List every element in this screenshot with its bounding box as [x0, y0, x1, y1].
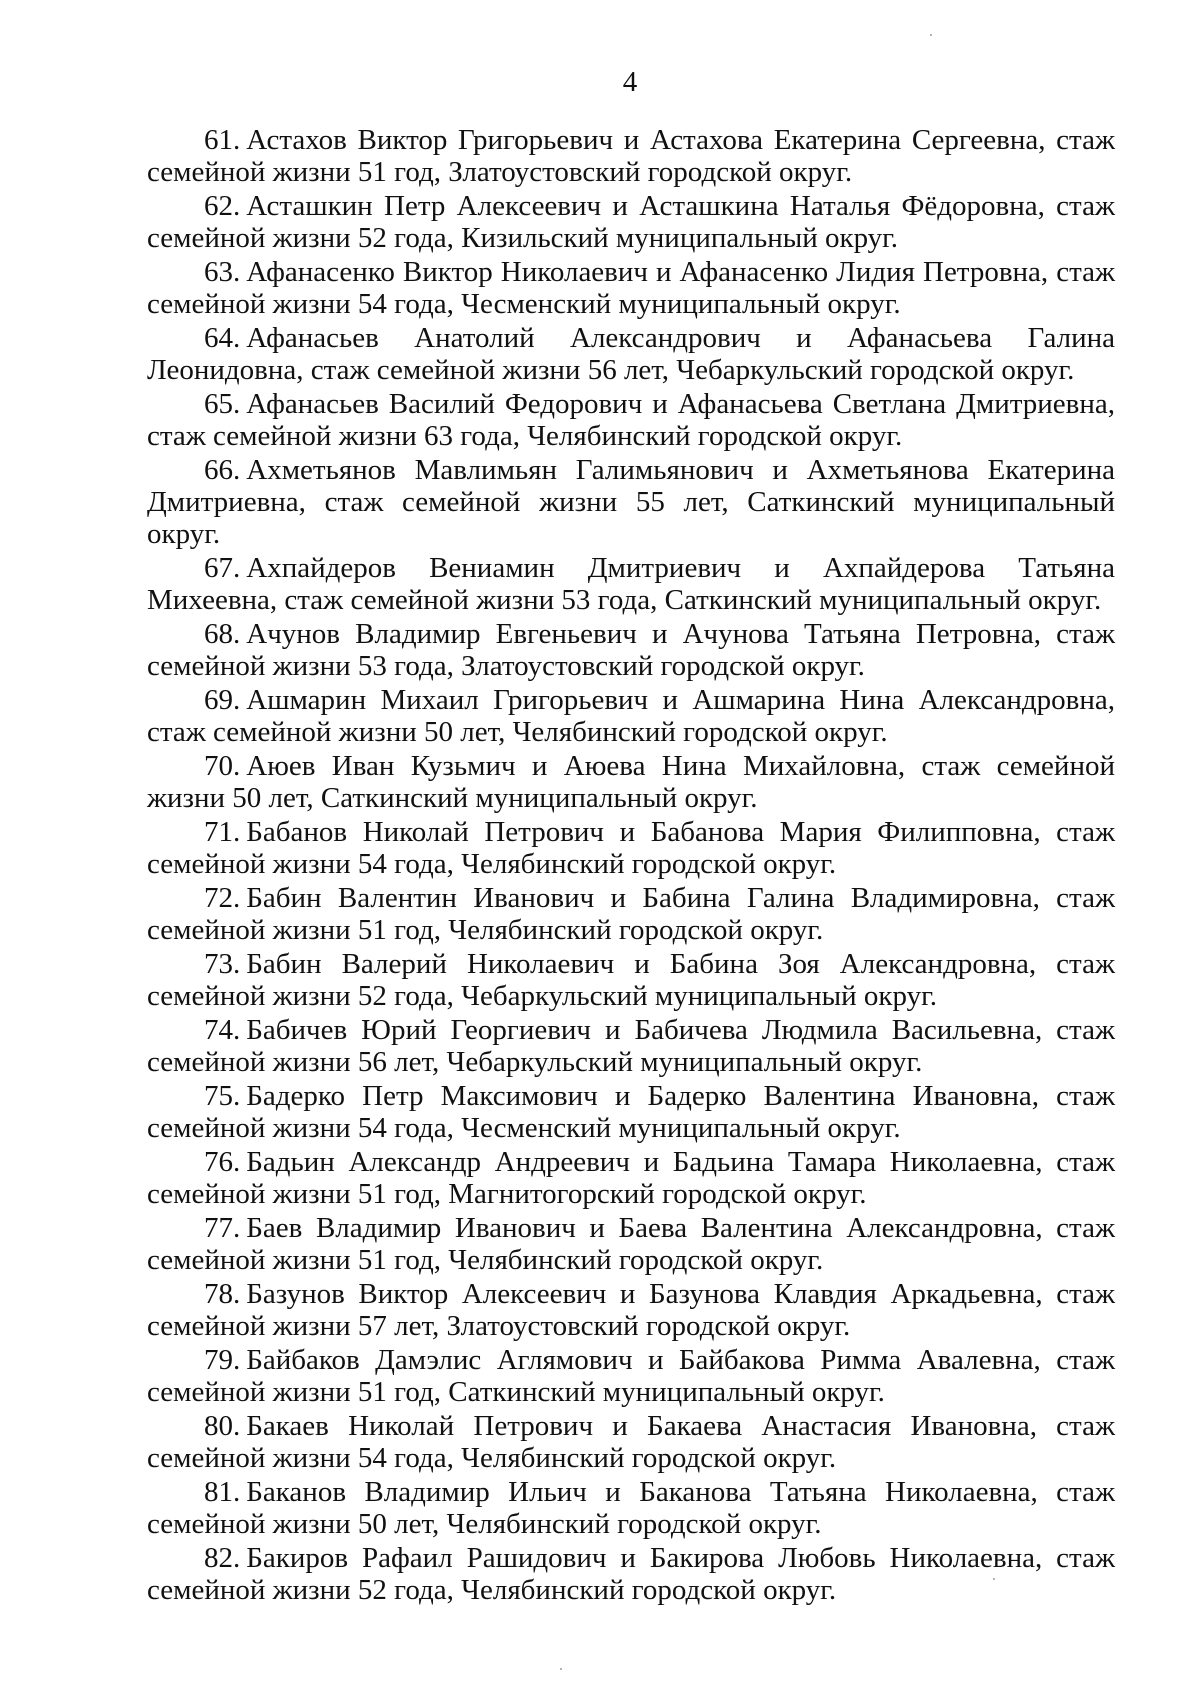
list-item — [147, 1476, 1115, 1540]
list-item — [147, 1146, 1115, 1210]
item-text: Астахов Виктор Григорьевич и Астахова Екатерина Сергеевна, стаж семейной жизни 51 год, Златоустовский городской округ. — [147, 124, 1115, 188]
item-text: Бадерко Петр Максимович и Бадерко Валентина Ивановна, стаж семейной жизни 54 года, Чесменский муниципальный округ. — [147, 1080, 1115, 1144]
item-text: Бадьин Александр Андреевич и Бадьина Тамара Николаевна, стаж семейной жизни 51 год, Магнитогорский городской округ. — [147, 1146, 1115, 1210]
item-number: 67. — [204, 552, 241, 584]
item-number: 65. — [204, 388, 241, 420]
item-number: 73. — [204, 948, 241, 980]
item-text: Баканов Владимир Ильич и Баканова Татьяна Николаевна, стаж семейной жизни 50 лет, Челябинский городской округ. — [147, 1476, 1115, 1540]
item-text: Ахпайдеров Вениамин Дмитриевич и Ахпайдерова Татьяна Михеевна, стаж семейной жизни 53 года, Саткинский муниципальный округ. — [147, 552, 1115, 616]
item-number: 70. — [204, 750, 241, 782]
item-number: 81. — [204, 1476, 241, 1508]
item-text: Бабанов Николай Петрович и Бабанова Мария Филипповна, стаж семейной жизни 54 года, Челябинский городской округ. — [147, 816, 1115, 880]
item-text: Ачунов Владимир Евгеньевич и Ачунова Татьяна Петровна, стаж семейной жизни 53 года, Златоустовский городской округ. — [147, 618, 1115, 682]
list-item — [147, 618, 1115, 682]
item-number: 62. — [204, 190, 241, 222]
scan-speck — [993, 1578, 995, 1580]
scan-speck — [560, 1668, 562, 1670]
list-item — [147, 322, 1115, 386]
item-text: Бабичев Юрий Георгиевич и Бабичева Людмила Васильевна, стаж семейной жизни 56 лет, Чебаркульский муниципальный округ. — [147, 1014, 1115, 1078]
item-text: Бабин Валерий Николаевич и Бабина Зоя Александровна, стаж семейной жизни 52 года, Чебаркульский муниципальный округ. — [147, 948, 1115, 1012]
item-number: 72. — [204, 882, 241, 914]
item-number: 79. — [204, 1344, 241, 1376]
list-item — [147, 882, 1115, 946]
item-number: 64. — [204, 322, 241, 354]
list-item — [147, 1542, 1115, 1606]
item-text: Аюев Иван Кузьмич и Аюева Нина Михайловна, стаж семейной жизни 50 лет, Саткинский муниципальный округ. — [147, 750, 1115, 814]
list-item — [147, 1410, 1115, 1474]
list-item — [147, 684, 1115, 748]
item-text: Бакиров Рафаил Рашидович и Бакирова Любовь Николаевна, стаж семейной жизни 52 года, Челябинский городской округ. — [147, 1542, 1115, 1606]
list-item — [147, 816, 1115, 880]
list-item — [147, 124, 1115, 188]
list-item — [147, 1278, 1115, 1342]
item-text: Афанасьев Василий Федорович и Афанасьева Светлана Дмитриевна, стаж семейной жизни 63 года, Челябинский городской округ. — [147, 388, 1115, 452]
item-number: 77. — [204, 1212, 241, 1244]
list-item — [147, 1014, 1115, 1078]
list-item — [147, 190, 1115, 254]
item-text: Байбаков Дамэлис Аглямович и Байбакова Римма Авалевна, стаж семейной жизни 51 год, Саткинский муниципальный округ. — [147, 1344, 1115, 1408]
item-number: 61. — [204, 124, 241, 156]
item-number: 76. — [204, 1146, 241, 1178]
item-number: 82. — [204, 1542, 241, 1574]
list-item — [147, 388, 1115, 452]
list-item — [147, 948, 1115, 1012]
item-number: 80. — [204, 1410, 241, 1442]
item-number: 69. — [204, 684, 241, 716]
list-item — [147, 750, 1115, 814]
item-number: 75. — [204, 1080, 241, 1112]
item-text: Бабин Валентин Иванович и Бабина Галина Владимировна, стаж семейной жизни 51 год, Челябинский городской округ. — [147, 882, 1115, 946]
item-number: 74. — [204, 1014, 241, 1046]
list-item — [147, 454, 1115, 550]
item-text: Ашмарин Михаил Григорьевич и Ашмарина Нина Александровна, стаж семейной жизни 50 лет, Челябинский городской округ. — [147, 684, 1115, 748]
list-item — [147, 1344, 1115, 1408]
item-text: Ахметьянов Мавлимьян Галимьянович и Ахметьянова Екатерина Дмитриевна, стаж семейной жизни 55 лет, Саткинский муниципальный округ. — [147, 454, 1115, 550]
item-text: Асташкин Петр Алексеевич и Асташкина Наталья Фёдоровна, стаж семейной жизни 52 года, Кизильский муниципальный округ. — [147, 190, 1115, 254]
awardee-list — [147, 124, 1115, 1608]
list-item — [147, 552, 1115, 616]
item-text: Баев Владимир Иванович и Баева Валентина Александровна, стаж семейной жизни 51 год, Челябинский городской округ. — [147, 1212, 1115, 1276]
item-number: 78. — [204, 1278, 241, 1310]
list-item — [147, 256, 1115, 320]
list-item — [147, 1080, 1115, 1144]
item-number: 71. — [204, 816, 241, 848]
item-text: Бакаев Николай Петрович и Бакаева Анастасия Ивановна, стаж семейной жизни 54 года, Челябинский городской округ. — [147, 1410, 1115, 1474]
item-text: Базунов Виктор Алексеевич и Базунова Клавдия Аркадьевна, стаж семейной жизни 57 лет, Златоустовский городской округ. — [147, 1278, 1115, 1342]
list-item — [147, 1212, 1115, 1276]
page-number: 4 — [622, 66, 638, 98]
item-number: 63. — [204, 256, 241, 288]
item-text: Афанасьев Анатолий Александрович и Афанасьева Галина Леонидовна, стаж семейной жизни 56 лет, Чебаркульский городской округ. — [147, 322, 1115, 386]
item-text: Афанасенко Виктор Николаевич и Афанасенко Лидия Петровна, стаж семейной жизни 54 года, Чесменский муниципальный округ. — [147, 256, 1115, 320]
item-number: 68. — [204, 618, 241, 650]
scan-speck — [930, 34, 932, 36]
item-number: 66. — [204, 454, 241, 486]
